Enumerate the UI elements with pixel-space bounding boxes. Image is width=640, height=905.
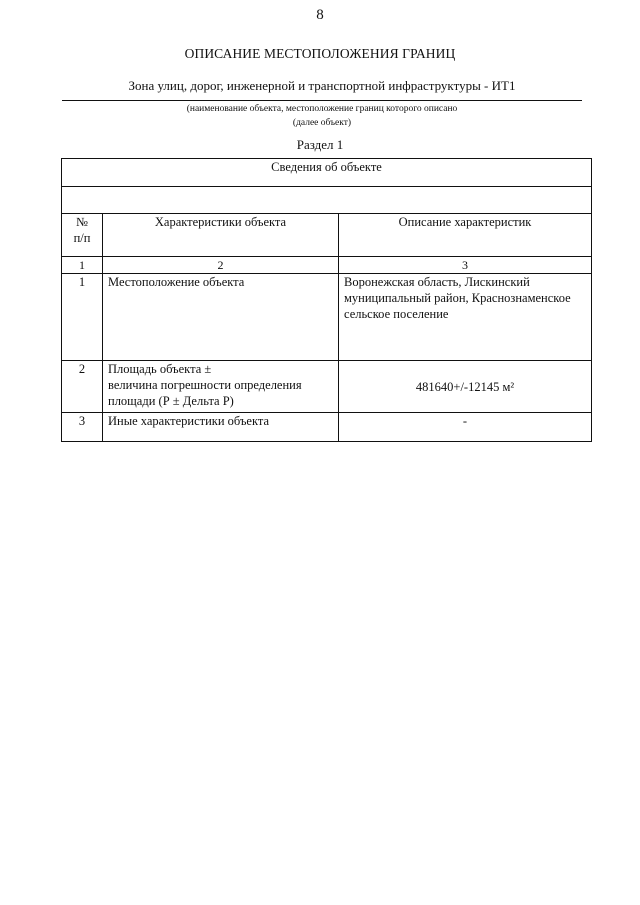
row-characteristic: Местоположение объекта bbox=[103, 274, 339, 361]
description-line: Воронежская область, Лискинский bbox=[344, 275, 530, 289]
table-title: Сведения об объекте bbox=[62, 159, 592, 187]
table-row bbox=[62, 361, 592, 413]
row-description: 481640+/-12145 м² bbox=[339, 361, 592, 413]
column-number: 3 bbox=[339, 257, 592, 274]
row-number: 3 bbox=[62, 413, 103, 442]
section-label: Раздел 1 bbox=[296, 137, 344, 152]
zone-name: Зона улиц, дорог, инженерной и транспортной инфраструктуры - ИТ1 bbox=[128, 78, 516, 93]
table-title-row bbox=[62, 159, 592, 187]
characteristic-line: площади (Р ± Дельта Р) bbox=[108, 394, 234, 408]
header-num-line-2: п/п bbox=[73, 231, 91, 245]
row-characteristic: Иные характеристики объекта bbox=[103, 413, 339, 442]
row-number: 2 bbox=[62, 361, 103, 413]
title-underline bbox=[62, 100, 582, 101]
empty-cell bbox=[62, 187, 592, 214]
table-row bbox=[62, 413, 592, 442]
object-note-line-2: (далее объект) bbox=[292, 118, 352, 128]
table-empty-row bbox=[62, 187, 592, 214]
table-header-row bbox=[62, 214, 592, 257]
header-num-line-1: № bbox=[76, 215, 88, 229]
row-description bbox=[339, 274, 592, 361]
description-line: сельское поселение bbox=[344, 307, 449, 321]
header-description: Описание характеристик bbox=[339, 214, 592, 257]
page-number: 8 bbox=[316, 7, 324, 23]
column-number-row bbox=[62, 257, 592, 274]
header-num-cell bbox=[62, 214, 103, 257]
table-row bbox=[62, 274, 592, 361]
row-number: 1 bbox=[62, 274, 103, 361]
document-title: ОПИСАНИЕ МЕСТОПОЛОЖЕНИЯ ГРАНИЦ bbox=[184, 46, 456, 61]
column-number: 2 bbox=[103, 257, 339, 274]
row-characteristic bbox=[103, 361, 339, 413]
header-characteristics: Характеристики объекта bbox=[103, 214, 339, 257]
row-description: - bbox=[339, 413, 592, 442]
column-number: 1 bbox=[62, 257, 103, 274]
description-line: муниципальный район, Краснознаменское bbox=[344, 291, 571, 305]
characteristic-line: величина погрешности определения bbox=[108, 378, 302, 392]
object-note-line-1: (наименование объекта, местоположение границ которого описано bbox=[186, 104, 458, 114]
object-info-table bbox=[61, 158, 592, 442]
characteristic-line: Площадь объекта ± bbox=[108, 362, 212, 376]
